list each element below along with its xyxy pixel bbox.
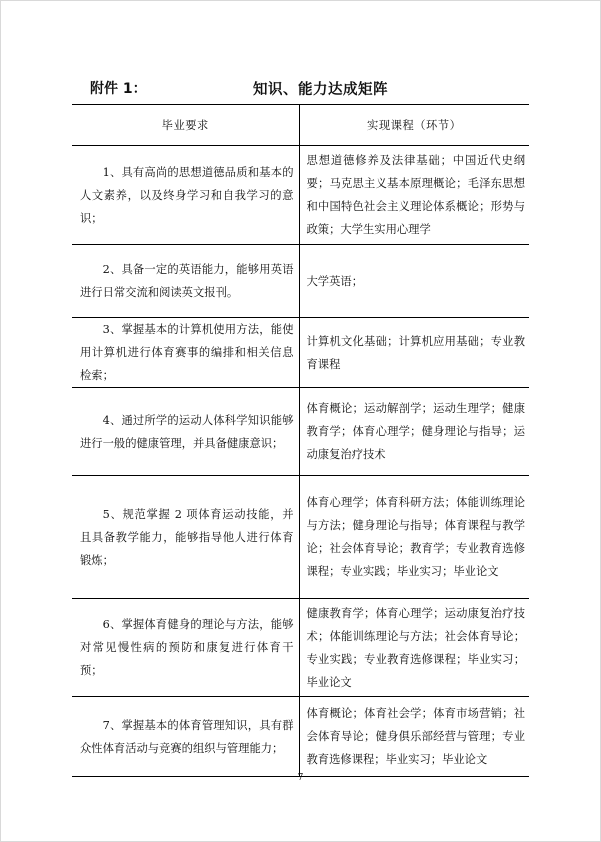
table-row — [72, 318, 529, 388]
table-row — [72, 245, 529, 318]
table-row — [72, 476, 529, 599]
requirement-cell — [72, 318, 299, 388]
courses-cell: 思想道德修养及法律基础；中国近代史纲要；马克思主义基本原理概论；毛泽东思想和中国特色社会主义理论体系概论；形势与政策；大学生实用心理学 — [299, 146, 529, 245]
achievement-matrix-table — [72, 104, 529, 777]
requirement-cell — [72, 146, 299, 245]
page-number: 7 — [297, 773, 304, 783]
table-row — [72, 599, 529, 697]
requirement-cell — [72, 599, 299, 697]
courses-cell: 体育概论；体育社会学；体育市场营销；社会体育导论；健身俱乐部经营与管理；专业教育选修课程；毕业实习；毕业论文 — [299, 697, 529, 777]
courses-cell: 健康教育学；体育心理学；运动康复治疗技术；体能训练理论与方法；社会体育导论；专业实践；专业教育选修课程；毕业实习；毕业论文 — [299, 599, 529, 697]
requirement-text: 2、具备一定的英语能力，能够用英语进行日常交流和阅读英文报刊。 — [80, 263, 294, 299]
column-header-requirement: 毕业要求 — [72, 105, 299, 146]
page-heading — [0, 78, 601, 100]
requirement-text: 4、通过所学的运动人体科学知识能够进行一般的健康管理，并具备健康意识； — [80, 413, 294, 450]
requirement-text: 6、掌握体育健身的理论与方法，能够对常见慢性病的预防和康复进行体育干预； — [80, 618, 294, 677]
page-title: 知识、能力达成矩阵 — [253, 82, 388, 98]
requirement-text: 3、掌握基本的计算机使用方法，能使用计算机进行体育赛事的编排和相关信息检索； — [80, 323, 294, 382]
attachment-label: 附件 1： — [90, 81, 147, 97]
courses-cell: 体育概论；运动解剖学；运动生理学；健康教育学；体育心理学；健身理论与指导；运动康复治疗技术 — [299, 388, 529, 476]
requirement-text: 5、规范掌握 2 项体育运动技能，并且具备教学能力，能够指导他人进行体育锻炼； — [80, 507, 294, 567]
courses-cell: 计算机文化基础；计算机应用基础；专业教育课程 — [299, 318, 529, 388]
table-row — [72, 388, 529, 476]
requirement-text: 1、具有高尚的思想道德品质和基本的人文素养，以及终身学习和自我学习的意识； — [80, 165, 294, 225]
requirement-text: 7、掌握基本的体育管理知识，具有群众性体育活动与竞赛的组织与管理能力； — [80, 718, 294, 755]
courses-cell: 体育心理学；体育科研方法；体能训练理论与方法；健身理论与指导；体育课程与教学论；社会体育导论；教育学；专业教育选修课程；专业实践；毕业实习；毕业论文 — [299, 476, 529, 599]
table-header-row — [72, 105, 529, 146]
requirement-cell — [72, 245, 299, 318]
table-row — [72, 697, 529, 777]
requirement-cell — [72, 388, 299, 476]
table-row — [72, 146, 529, 245]
courses-cell: 大学英语； — [299, 245, 529, 318]
column-header-courses: 实现课程（环节） — [299, 105, 529, 146]
requirement-cell — [72, 697, 299, 777]
requirement-cell — [72, 476, 299, 599]
